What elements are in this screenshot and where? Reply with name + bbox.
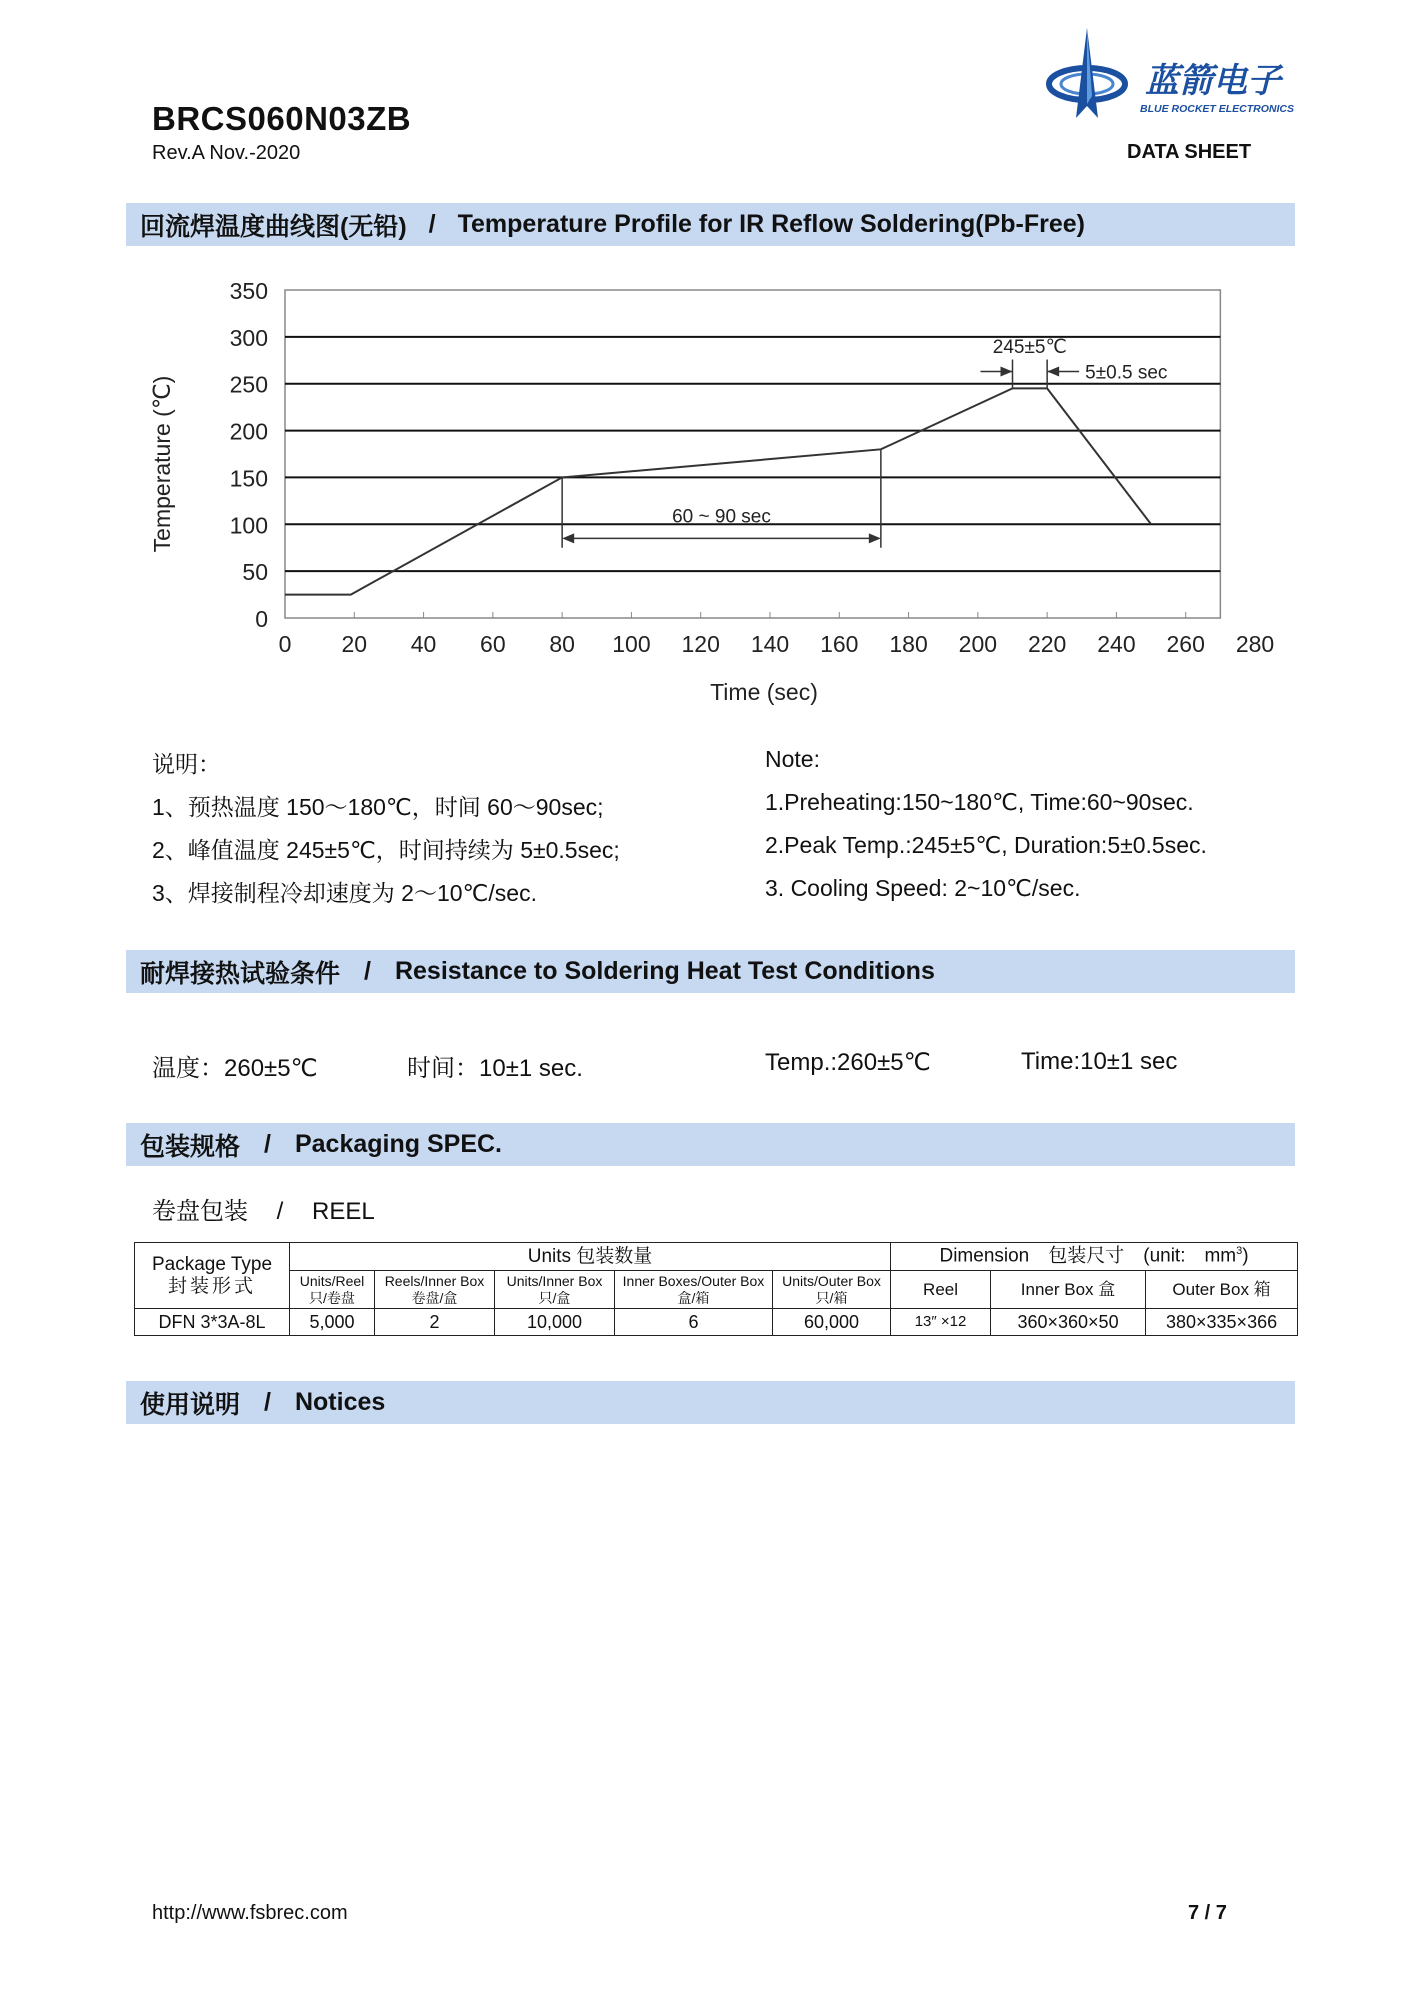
cell-outer-box: 380×335×366	[1146, 1309, 1298, 1336]
notes-en-item: 3. Cooling Speed: 2~10℃/sec.	[765, 875, 1081, 901]
y-tick-label: 350	[229, 278, 268, 304]
plot-frame	[285, 290, 1220, 618]
col-cn: 只/卷盘	[309, 1289, 355, 1306]
notes-en-title: Note:	[765, 746, 820, 772]
section-title-en: Resistance to Soldering Heat Test Conditions	[394, 957, 935, 985]
preheat-arrow-left	[562, 533, 574, 543]
doc-type: DATA SHEET	[1127, 141, 1252, 163]
cell-package: DFN 3*3A-8L	[135, 1309, 290, 1336]
preheat-label: 60 ~ 90 sec	[672, 506, 771, 528]
section-title-cn: 包装规格	[140, 1132, 241, 1161]
col-cn: 盒/箱	[677, 1289, 710, 1306]
footer-website-link[interactable]: http://www.fsbrec.com	[152, 1902, 348, 1924]
dimension-group-close: )	[1242, 1245, 1249, 1267]
col-outer-box: Outer Box 箱	[1146, 1271, 1298, 1309]
section-separator: /	[264, 1388, 271, 1416]
col-cn: 卷盘/盒	[411, 1289, 458, 1306]
section-header-reflow	[126, 203, 1295, 246]
section-title-cn: 耐焊接热试验条件	[140, 959, 341, 988]
revision: Rev.A Nov.-2020	[152, 142, 301, 164]
preheat-arrow-right	[869, 533, 881, 543]
col-cn: 只/箱	[815, 1289, 848, 1306]
resistance-time-en: Time:10±1 sec	[1021, 1048, 1178, 1075]
section-separator: /	[364, 957, 371, 985]
cell-inner-box: 360×360×50	[991, 1309, 1146, 1336]
dimension-group-label: Dimension 包装尺寸 (unit: mm	[939, 1245, 1237, 1267]
package-type-cn: 封装形式	[167, 1275, 256, 1297]
rocket-logo-icon	[1040, 26, 1300, 136]
dimension-unit-sup: 3	[1236, 1245, 1243, 1258]
logo-cn-name: 蓝箭电子	[1145, 61, 1281, 101]
x-tick-label: 0	[278, 631, 292, 657]
notes-en-item: 2.Peak Temp.:245±5℃, Duration:5±0.5sec.	[765, 832, 1207, 858]
y-axis-label: Temperature (℃)	[149, 375, 175, 553]
section-title-en: Packaging SPEC.	[294, 1130, 502, 1158]
section-title-en: Temperature Profile for IR Reflow Soldering(Pb-Free)	[457, 210, 1086, 238]
cell-units-outer: 60,000	[773, 1309, 891, 1336]
x-tick-label: 220	[1027, 631, 1067, 657]
y-tick-label: 0	[255, 606, 268, 632]
x-tick-label: 120	[681, 631, 720, 657]
dwell-arrow-left	[1001, 367, 1013, 377]
resistance-time-cn: 时间：10±1 sec.	[407, 1055, 583, 1082]
units-group-header: Units 包装数量	[290, 1243, 891, 1271]
notes-cn-title: 说明：	[152, 751, 221, 777]
page-number: 7 / 7	[1188, 1902, 1227, 1924]
section-title-cn: 回流焊温度曲线图(无铅)	[140, 212, 407, 241]
x-tick-label: 20	[341, 631, 368, 657]
reel-label	[152, 1191, 375, 1226]
reel-label-cn: 卷盘包装	[152, 1198, 248, 1225]
cell-inner-outer: 6	[615, 1309, 773, 1336]
packaging-table	[134, 1242, 1298, 1336]
y-tick-label: 300	[229, 324, 268, 351]
chart-svg	[140, 268, 1300, 728]
peak-temp-label: 245±5℃	[992, 336, 1067, 358]
col-reels-inner	[375, 1271, 495, 1309]
x-tick-label: 200	[958, 631, 998, 657]
y-tick-label: 150	[229, 465, 268, 492]
notes-cn-item: 1、预热温度 150～180℃，时间 60～90sec;	[152, 794, 604, 820]
x-tick-label: 80	[549, 631, 575, 657]
package-type-header	[135, 1243, 290, 1309]
section-separator: /	[264, 1130, 271, 1158]
dwell-arrow-right	[1047, 367, 1059, 377]
col-reel: Reel	[891, 1271, 991, 1309]
col-units-reel	[290, 1271, 375, 1309]
section-header-notices	[126, 1381, 1295, 1424]
resistance-temp-cn: 温度：260±5℃	[152, 1055, 318, 1082]
col-en: Units/Inner Box	[506, 1273, 603, 1290]
cell-reels-inner: 2	[375, 1309, 495, 1336]
profile-series-line	[285, 388, 1151, 594]
x-tick-label: 40	[410, 631, 437, 657]
resistance-temp-en: Temp.:260±5℃	[765, 1049, 931, 1076]
section-title-cn: 使用说明	[140, 1390, 241, 1419]
col-en: Units/Outer Box	[782, 1273, 881, 1290]
section-header-packaging	[126, 1123, 1295, 1166]
package-type-en: Package Type	[151, 1253, 273, 1275]
x-tick-label: 60	[480, 631, 506, 657]
col-inner-outer	[615, 1271, 773, 1309]
cell-reel: 13″ ×12	[891, 1309, 991, 1336]
x-tick-label: 240	[1097, 631, 1136, 657]
x-tick-label: 100	[612, 631, 651, 657]
cell-units-reel: 5,000	[290, 1309, 375, 1336]
notes-en-item: 1.Preheating:150~180℃, Time:60~90sec.	[765, 789, 1194, 815]
cell-units-inner: 10,000	[495, 1309, 615, 1336]
x-tick-label: 160	[820, 631, 859, 657]
logo-en-name: BLUE ROCKET ELECTRONICS	[1140, 103, 1295, 115]
table-row	[135, 1309, 1298, 1336]
col-cn: 只/盒	[538, 1289, 571, 1306]
reflow-profile-chart	[140, 268, 1300, 728]
y-tick-label: 250	[229, 371, 268, 398]
x-tick-label: 280	[1235, 631, 1275, 657]
x-axis-label: Time (sec)	[710, 679, 818, 705]
y-tick-label: 100	[229, 512, 268, 539]
col-en: Units/Reel	[299, 1273, 365, 1290]
col-en: Inner Boxes/Outer Box	[622, 1273, 765, 1290]
dwell-label: 5±0.5 sec	[1085, 362, 1168, 384]
reel-label-en: REEL	[312, 1198, 375, 1225]
section-separator: /	[428, 210, 436, 238]
x-tick-label: 260	[1166, 631, 1205, 657]
col-units-inner	[495, 1271, 615, 1309]
col-inner-box: Inner Box 盒	[991, 1271, 1146, 1309]
section-title-en: Notices	[294, 1388, 386, 1416]
company-logo	[1040, 26, 1300, 136]
y-tick-label: 200	[229, 418, 268, 445]
section-header-resistance	[126, 950, 1295, 993]
dimension-group-header	[891, 1243, 1298, 1271]
col-en: Reels/Inner Box	[384, 1273, 485, 1290]
notes-cn-item: 3、焊接制程冷却速度为 2～10℃/sec.	[152, 880, 537, 906]
reel-separator: /	[276, 1198, 284, 1225]
part-number: BRCS060N03ZB	[152, 100, 412, 137]
y-tick-label: 50	[242, 559, 268, 586]
col-units-outer	[773, 1271, 891, 1309]
x-tick-label: 140	[750, 631, 790, 657]
notes-cn-item: 2、峰值温度 245±5℃，时间持续为 5±0.5sec;	[152, 837, 620, 863]
x-tick-label: 180	[889, 631, 928, 657]
